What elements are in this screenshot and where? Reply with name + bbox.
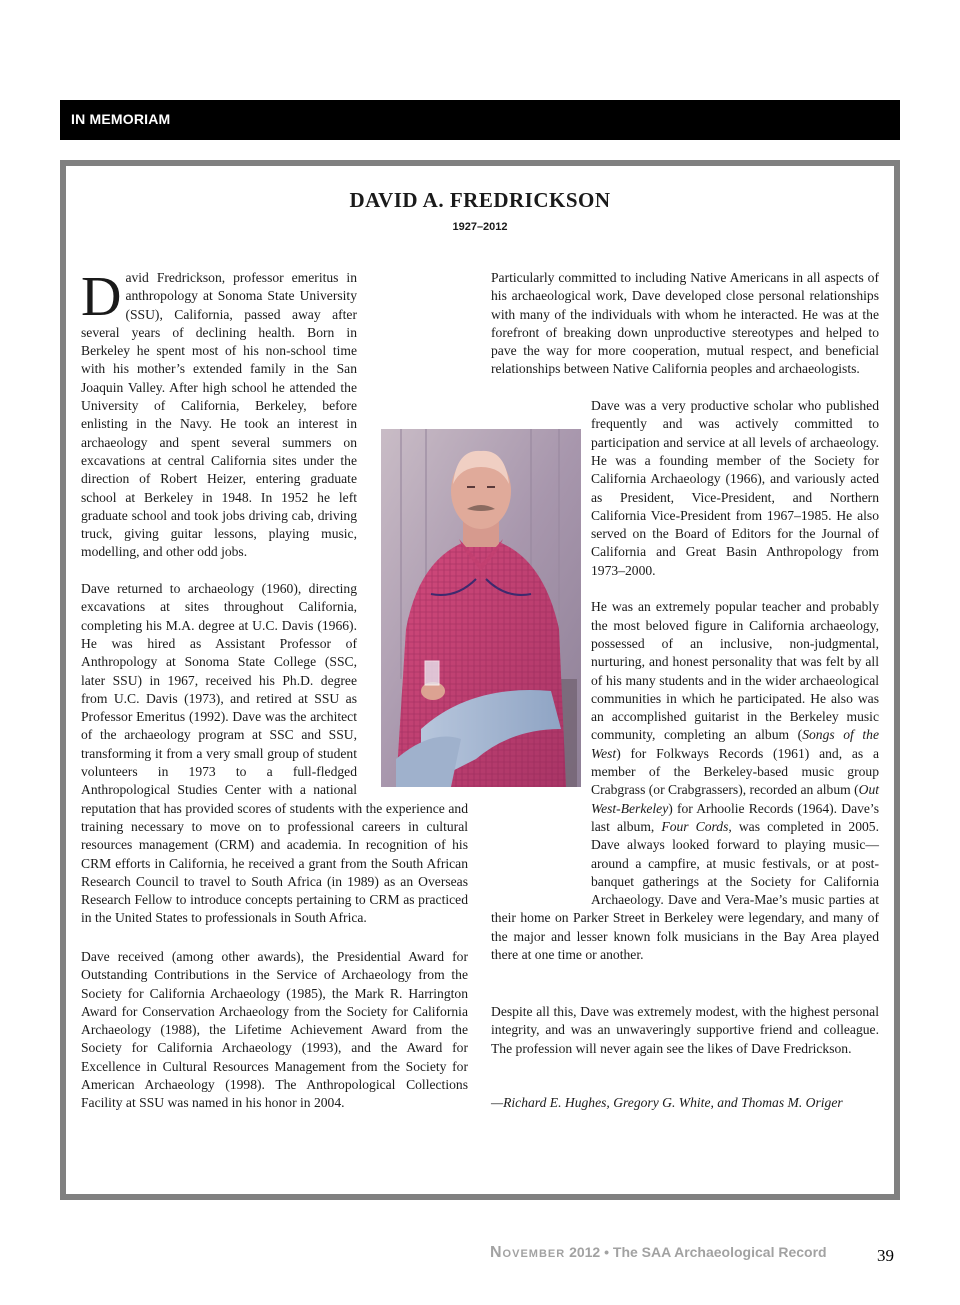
album-title-3: Four Cords	[661, 818, 729, 834]
paragraph-modesty: Despite all this, Dave was extremely modest, with the highest personal integrity, and was an unwaveringly supportive friend and colleague. The profession will never again see the likes of Dave Fredrickson.	[491, 1004, 879, 1056]
section-header-bar	[60, 100, 900, 140]
portrait-illustration	[381, 429, 581, 787]
album-title-2: Out West-Berkeley	[591, 782, 880, 816]
paragraph-scholar: Dave was a very productive scholar who published frequently and was actively committed to participation and service at all levels of archaeology. He was a founding member of the Society for California Archaeology (1966), and variously acted as President, Vice-President, and Northern California Vice-President from 1967–1985. He also served on the Board of Editors for the Journal of California and Great Basin Anthropology from 1973–2000.	[591, 398, 879, 578]
paragraph-music-part2: ) for Folkways Records (1961) and, as a member of the Berkeley-based music group Crabgrass (or Crabgrassers), recorded an album (	[591, 745, 879, 798]
page-number: 39	[877, 1246, 894, 1265]
paragraph-music-part3: ) for Arhoolie Records (1964). Dave’s last album,	[591, 800, 879, 834]
paragraph-career: Dave returned to archaeology (1960), directing excavations at sites throughout California, completing his M.A. degree at U.C. Davis (1966). He was hired as Assistant Professor of Anthropology at Sonoma State College (SSC, later SSU) in 1967, received his Ph.D. degree from U.C. Davis (1973), and retired at SSU as Professor Emeritus (1992). Dave was the architect of the archaeology program at SSC and SSU, transforming it from a very small group of student volunteers in 1973 to a full-fledged Anthropological Studies Center with a national reputation that has provided scores of students with the experience and training necessary to move on to professional careers in cultural resources management (CRM) and academia. In recognition of his CRM efforts in California, he received a grant from the South African Research Council to travel to South Africa (in 1989) as an Overseas Research Fellow to introduce concepts pertaining to CRM as practiced in the United States to professionals in South Africa.	[81, 581, 468, 926]
paragraph-awards: Dave received (among other awards), the Presidential Award for Outstanding Contributions in the Service of Archaeology from the Society for California Archaeology (1985), the Mark R. Harrington Award for Conservation Archaeology from the Society for California Archaeology (1988), the Lifetime Achievement Award from the Society for California Archaeology (1993), and the Award for Excellence in Cultural Resources Management from the Society for American Archaeology (1998). The Anthropological Collections Facility at SSU was named in his honor in 2004.	[81, 949, 468, 1111]
drop-cap: D	[81, 266, 122, 328]
paragraph-native-americans: Particularly committed to including Native Americans in all aspects of his archaeological work, Dave developed close personal relationships with many of the individuals with whom he interacted. He was at the forefront of breaking down unproductive stereotypes and helped to pave the way for more cooperation, mutual respect, and beneficial relationships between Native California peoples and archaeologists.	[491, 270, 879, 377]
album-title-1: Songs of the West	[591, 727, 879, 761]
footer-brand-text: 2012 • The SAA Archaeological Record	[569, 1244, 827, 1260]
paragraph-intro: avid Fredrickson, professor emeritus in anthropology at Sonoma State University (SSU), California, passed away after several years of declining health. Born in Berkeley he spent most of his non-school time with his mother’s extended family in the San Joaquin Valley. After high school he attended the University of California, Berkeley, before enlisting in the Navy. He took an interest in archaeology and spent several summers on excavations at central California sites under the direction of Robert Heizer, entering graduate school at Berkeley in 1948. In 1952 he left graduate school and took jobs driving cab, driving truck, giving guitar lessons, playing music, modelling, and other odd jobs.	[81, 270, 357, 560]
paragraph-music-part1: He was an extremely popular teacher and probably the most beloved figure in California archaeology, possessed of an inclusive, non-judgmental, nurturing, and honest personality that was felt by all of his many students and in the wider archaeological communities in which he participated. He also was an accomplished guitarist in the Berkeley music community, completing an album (	[591, 599, 879, 743]
portrait-photo	[381, 429, 581, 787]
paragraph-music-part4: , was completed in 2005. Dave always looked forward to playing music—around a campfire, at music festivals, or at post-banquet gatherings at the Society for California Archaeology. Dave and Vera-Mae’s music parties at their home on Parker Street in Berkeley were legendary, and many of the major and lesser known folk musicians in the Bay Area played there at one time or another.	[491, 818, 879, 962]
article-title: DAVID A. FREDRICKSON	[349, 188, 611, 212]
author-signature: —Richard E. Hughes, Gregory G. White, and Thomas M. Origer	[491, 1095, 843, 1110]
footer-month: November	[490, 1244, 566, 1261]
life-dates: 1927–2012	[452, 221, 508, 233]
section-label: IN MEMORIAM	[71, 111, 171, 127]
footer-publication	[490, 1244, 827, 1262]
